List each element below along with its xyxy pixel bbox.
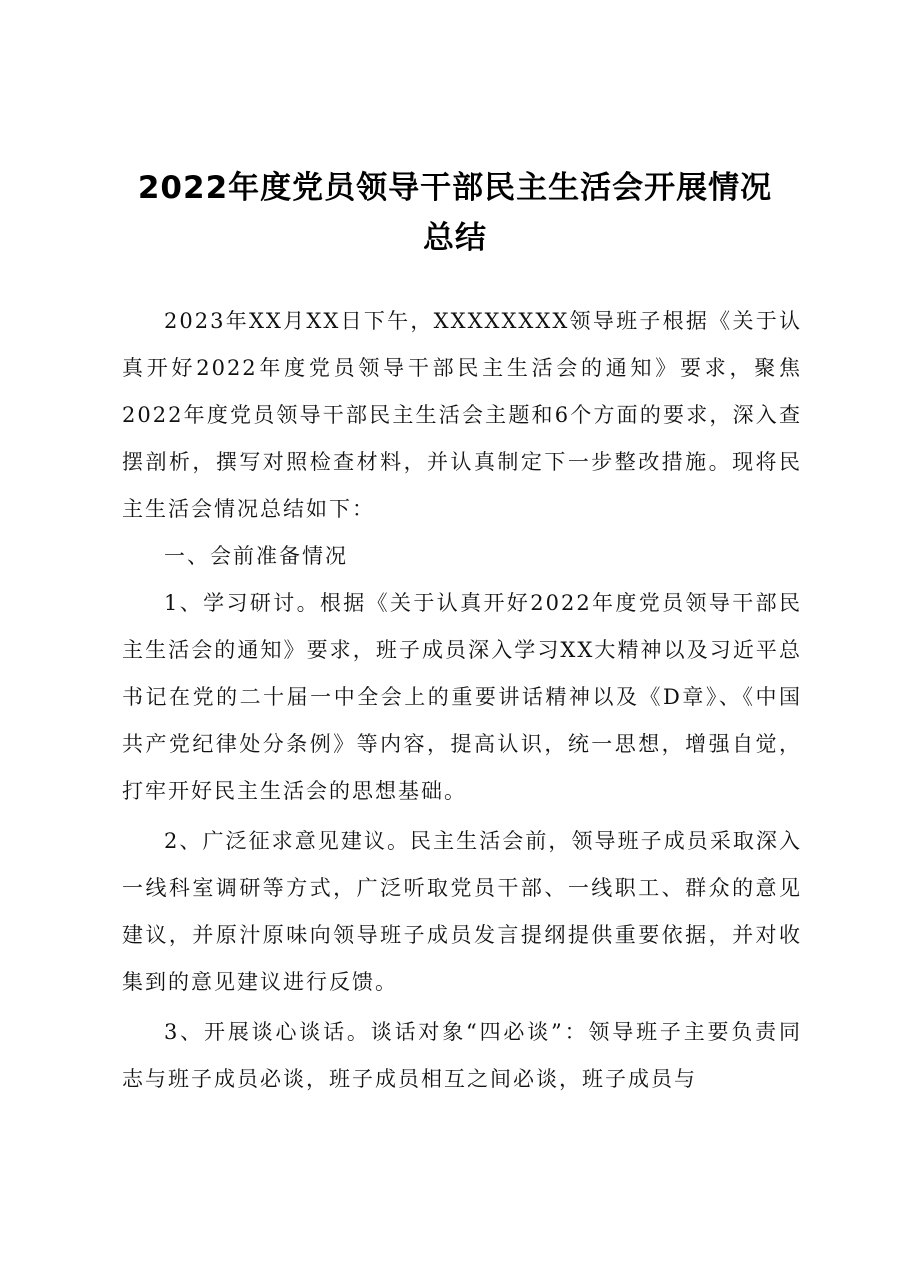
document-title (110, 163, 800, 263)
section-heading-preparation: 一、会前准备情况 (164, 544, 348, 568)
title-line-2: 总结 (423, 220, 487, 256)
document-body (122, 298, 802, 1103)
title-line-1: 2022年度党员领导干部民主生活会开展情况 (137, 170, 773, 206)
paragraph-talks: 3、开展谈心谈话。谈话对象“四必谈”：领导班子主要负责同志与班子成员必谈，班子成员相互之间必谈，班子成员与 (122, 1020, 802, 1091)
paragraph-opinions: 2、广泛征求意见建议。民主生活会前，领导班子成员采取深入一线科室调研等方式，广泛听取党员干部、一线职工、群众的意见建议，并原汁原味向领导班子成员发言提纲提供重要依据，并对收集到的意见建议进行反馈。 (122, 829, 802, 994)
paragraph-study: 1、学习研讨。根据《关于认真开好2022年度党员领导干部民主生活会的通知》要求，班子成员深入学习XX大精神以及习近平总书记在党的二十届一中全会上的重要讲话精神以及《D章》、《中国共产党纪律处分条例》等内容，提高认识，统一思想，增强自觉，打牢开好民主生活会的思想基础。 (122, 591, 802, 803)
paragraph-intro: 2023年XX月XX日下午，XXXXXXXX领导班子根据《关于认真开好2022年度党员领导干部民主生活会的通知》要求，聚焦2022年度党员领导干部民主生活会主题和6个方面的要求，深入查摆剖析，撰写对照检查材料，并认真制定下一步整改措施。现将民主生活会情况总结如下： (122, 309, 802, 521)
